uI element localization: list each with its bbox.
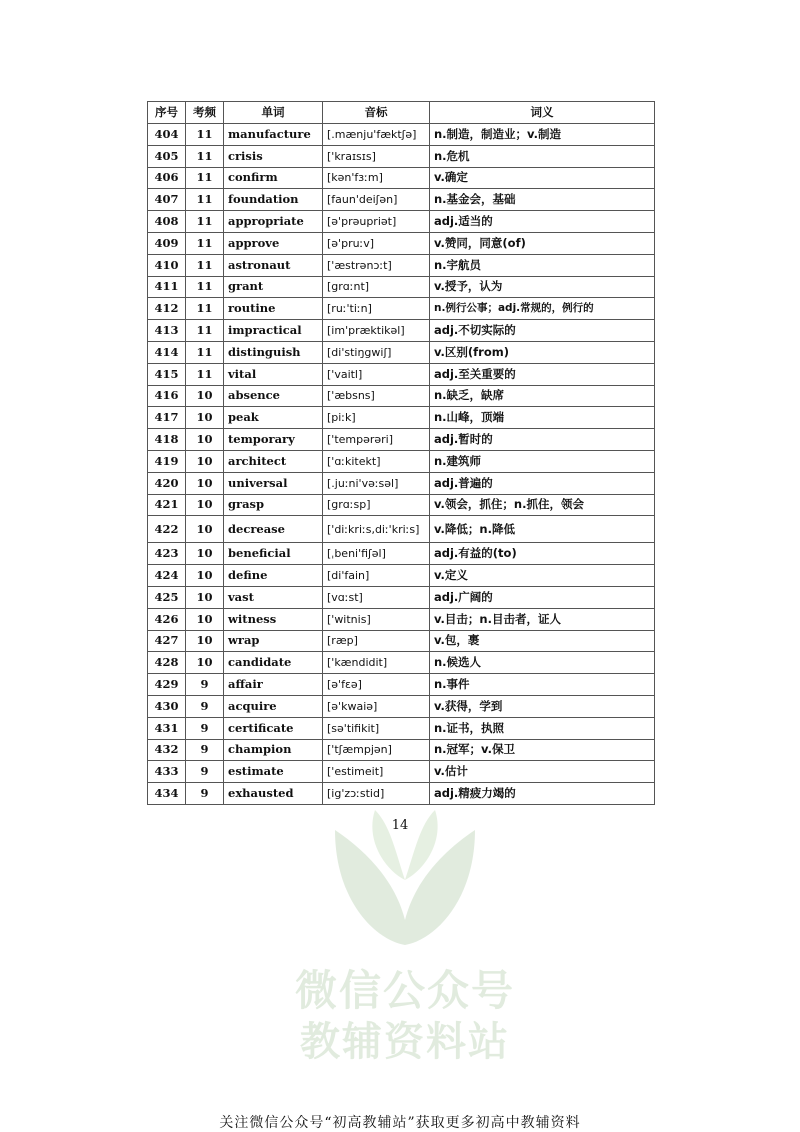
cell-freq: 10 xyxy=(186,608,224,630)
table-row xyxy=(148,717,655,739)
cell-def: adj.适当的 xyxy=(430,211,655,233)
cell-num: 411 xyxy=(148,276,186,298)
cell-num: 413 xyxy=(148,320,186,342)
cell-word: grant xyxy=(224,276,323,298)
cell-ipa: [.juːni'vəːsəl] xyxy=(323,472,430,494)
cell-num: 419 xyxy=(148,450,186,472)
cell-def: v.领会，抓住；n.抓住，领会 xyxy=(430,494,655,516)
table-row xyxy=(148,674,655,696)
cell-word: champion xyxy=(224,739,323,761)
cell-word: distinguish xyxy=(224,341,323,363)
cell-ipa: ['æstrənɔːt] xyxy=(323,254,430,276)
cell-ipa: ['ɑːkitekt] xyxy=(323,450,430,472)
table-row xyxy=(148,298,655,320)
cell-word: confirm xyxy=(224,167,323,189)
cell-word: astronaut xyxy=(224,254,323,276)
cell-ipa: [ə'pruːv] xyxy=(323,232,430,254)
cell-freq: 10 xyxy=(186,652,224,674)
cell-freq: 10 xyxy=(186,472,224,494)
cell-def: adj.至关重要的 xyxy=(430,363,655,385)
cell-word: beneficial xyxy=(224,543,323,565)
cell-freq: 11 xyxy=(186,298,224,320)
cell-word: temporary xyxy=(224,429,323,451)
table-row xyxy=(148,407,655,429)
table-row xyxy=(148,761,655,783)
cell-def: v.目击；n.目击者，证人 xyxy=(430,608,655,630)
cell-num: 424 xyxy=(148,565,186,587)
header-phonetic: 音标 xyxy=(323,102,430,124)
cell-ipa: [ə'fɛə] xyxy=(323,674,430,696)
cell-num: 421 xyxy=(148,494,186,516)
cell-freq: 11 xyxy=(186,232,224,254)
table-row xyxy=(148,516,655,543)
cell-freq: 11 xyxy=(186,211,224,233)
cell-ipa: ['estimeit] xyxy=(323,761,430,783)
cell-freq: 11 xyxy=(186,363,224,385)
cell-def: n.事件 xyxy=(430,674,655,696)
cell-word: affair xyxy=(224,674,323,696)
cell-ipa: [im'præktikəl] xyxy=(323,320,430,342)
cell-num: 434 xyxy=(148,783,186,805)
cell-freq: 11 xyxy=(186,276,224,298)
cell-word: absence xyxy=(224,385,323,407)
cell-word: architect xyxy=(224,450,323,472)
cell-def: v.确定 xyxy=(430,167,655,189)
cell-word: witness xyxy=(224,608,323,630)
cell-freq: 9 xyxy=(186,717,224,739)
cell-freq: 10 xyxy=(186,565,224,587)
cell-ipa: [di'fain] xyxy=(323,565,430,587)
cell-ipa: ['æbsns] xyxy=(323,385,430,407)
cell-def: adj.暂时的 xyxy=(430,429,655,451)
cell-freq: 11 xyxy=(186,254,224,276)
cell-ipa: ['vaitl] xyxy=(323,363,430,385)
cell-freq: 10 xyxy=(186,630,224,652)
cell-def: v.获得，学到 xyxy=(430,695,655,717)
cell-ipa: [vɑːst] xyxy=(323,586,430,608)
cell-freq: 11 xyxy=(186,124,224,146)
table-row xyxy=(148,385,655,407)
table-row xyxy=(148,450,655,472)
cell-freq: 9 xyxy=(186,761,224,783)
cell-freq: 10 xyxy=(186,586,224,608)
header-meaning: 词义 xyxy=(430,102,655,124)
cell-ipa: ['diːkriːs,diː'kriːs] xyxy=(323,516,430,543)
cell-def: v.估计 xyxy=(430,761,655,783)
cell-def: v.定义 xyxy=(430,565,655,587)
cell-num: 416 xyxy=(148,385,186,407)
cell-num: 428 xyxy=(148,652,186,674)
cell-word: decrease xyxy=(224,516,323,543)
cell-ipa: [grɑːnt] xyxy=(323,276,430,298)
cell-def: n.基金会，基础 xyxy=(430,189,655,211)
cell-freq: 9 xyxy=(186,739,224,761)
cell-def: adj.广阔的 xyxy=(430,586,655,608)
cell-freq: 11 xyxy=(186,167,224,189)
cell-def: v.授予，认为 xyxy=(430,276,655,298)
cell-freq: 9 xyxy=(186,695,224,717)
cell-freq: 11 xyxy=(186,189,224,211)
cell-def: adj.精疲力竭的 xyxy=(430,783,655,805)
table-row xyxy=(148,276,655,298)
cell-num: 408 xyxy=(148,211,186,233)
cell-def: v.赞同，同意(of) xyxy=(430,232,655,254)
cell-word: universal xyxy=(224,472,323,494)
cell-ipa: [ræp] xyxy=(323,630,430,652)
table-row xyxy=(148,363,655,385)
cell-num: 433 xyxy=(148,761,186,783)
cell-word: crisis xyxy=(224,145,323,167)
cell-num: 431 xyxy=(148,717,186,739)
cell-num: 414 xyxy=(148,341,186,363)
cell-word: exhausted xyxy=(224,783,323,805)
header-word: 单词 xyxy=(224,102,323,124)
cell-freq: 10 xyxy=(186,543,224,565)
cell-word: estimate xyxy=(224,761,323,783)
cell-word: wrap xyxy=(224,630,323,652)
cell-num: 429 xyxy=(148,674,186,696)
cell-num: 418 xyxy=(148,429,186,451)
watermark-line2: 教辅资料站 xyxy=(300,1019,510,1065)
table-row xyxy=(148,608,655,630)
cell-word: define xyxy=(224,565,323,587)
table-row xyxy=(148,232,655,254)
cell-num: 432 xyxy=(148,739,186,761)
cell-ipa: [di'stiŋgwiʃ] xyxy=(323,341,430,363)
table-row xyxy=(148,124,655,146)
cell-num: 425 xyxy=(148,586,186,608)
cell-num: 409 xyxy=(148,232,186,254)
cell-word: appropriate xyxy=(224,211,323,233)
cell-ipa: [kən'fɜːm] xyxy=(323,167,430,189)
cell-word: manufacture xyxy=(224,124,323,146)
cell-def: adj.不切实际的 xyxy=(430,320,655,342)
cell-num: 427 xyxy=(148,630,186,652)
table-row xyxy=(148,494,655,516)
cell-ipa: ['tʃæmpjən] xyxy=(323,739,430,761)
cell-freq: 11 xyxy=(186,145,224,167)
table-header-row xyxy=(148,102,655,124)
table-row xyxy=(148,739,655,761)
cell-ipa: ['kændidit] xyxy=(323,652,430,674)
header-index: 序号 xyxy=(148,102,186,124)
cell-def: n.冠军；v.保卫 xyxy=(430,739,655,761)
cell-word: acquire xyxy=(224,695,323,717)
cell-word: foundation xyxy=(224,189,323,211)
cell-def: n.候选人 xyxy=(430,652,655,674)
table-row xyxy=(148,320,655,342)
cell-freq: 10 xyxy=(186,494,224,516)
cell-def: n.制造，制造业；v.制造 xyxy=(430,124,655,146)
cell-def: adj.普遍的 xyxy=(430,472,655,494)
cell-word: impractical xyxy=(224,320,323,342)
cell-ipa: ['witnis] xyxy=(323,608,430,630)
cell-freq: 10 xyxy=(186,407,224,429)
cell-ipa: [faun'deiʃən] xyxy=(323,189,430,211)
cell-word: vast xyxy=(224,586,323,608)
cell-freq: 11 xyxy=(186,341,224,363)
cell-word: candidate xyxy=(224,652,323,674)
cell-def: v.包，裹 xyxy=(430,630,655,652)
cell-def: v.区别(from) xyxy=(430,341,655,363)
cell-def: n.山峰，顶端 xyxy=(430,407,655,429)
cell-ipa: [grɑːsp] xyxy=(323,494,430,516)
cell-ipa: [ə'kwaiə] xyxy=(323,695,430,717)
cell-num: 404 xyxy=(148,124,186,146)
cell-word: routine xyxy=(224,298,323,320)
cell-word: peak xyxy=(224,407,323,429)
vocabulary-table xyxy=(147,101,655,805)
cell-num: 407 xyxy=(148,189,186,211)
table-row xyxy=(148,167,655,189)
table-row xyxy=(148,429,655,451)
footer-note: 关注微信公众号“初高教辅站”获取更多初高中教辅资料 xyxy=(219,1115,581,1131)
table-row xyxy=(148,630,655,652)
cell-num: 410 xyxy=(148,254,186,276)
table-row xyxy=(148,341,655,363)
table-row xyxy=(148,189,655,211)
table-row xyxy=(148,145,655,167)
cell-freq: 10 xyxy=(186,385,224,407)
cell-def: n.建筑师 xyxy=(430,450,655,472)
cell-num: 426 xyxy=(148,608,186,630)
cell-num: 423 xyxy=(148,543,186,565)
cell-num: 430 xyxy=(148,695,186,717)
table-row xyxy=(148,254,655,276)
cell-num: 420 xyxy=(148,472,186,494)
cell-ipa: [ig'zɔːstid] xyxy=(323,783,430,805)
cell-ipa: [sə'tifikit] xyxy=(323,717,430,739)
cell-ipa: [ruː'tiːn] xyxy=(323,298,430,320)
table-row xyxy=(148,695,655,717)
cell-word: grasp xyxy=(224,494,323,516)
table-row xyxy=(148,652,655,674)
cell-freq: 10 xyxy=(186,429,224,451)
table-row xyxy=(148,211,655,233)
cell-def: n.危机 xyxy=(430,145,655,167)
cell-word: vital xyxy=(224,363,323,385)
cell-num: 406 xyxy=(148,167,186,189)
cell-ipa: [ˌbeni'fiʃəl] xyxy=(323,543,430,565)
cell-freq: 11 xyxy=(186,320,224,342)
cell-def: n.宇航员 xyxy=(430,254,655,276)
cell-freq: 9 xyxy=(186,783,224,805)
watermark-line1: 微信公众号 xyxy=(294,966,515,1015)
table-row xyxy=(148,565,655,587)
cell-num: 405 xyxy=(148,145,186,167)
cell-ipa: [ə'prəupriət] xyxy=(323,211,430,233)
cell-num: 417 xyxy=(148,407,186,429)
cell-def: v.降低；n.降低 xyxy=(430,516,655,543)
cell-freq: 9 xyxy=(186,674,224,696)
cell-num: 412 xyxy=(148,298,186,320)
table-row xyxy=(148,543,655,565)
cell-ipa: ['kraɪsɪs] xyxy=(323,145,430,167)
cell-def: n.缺乏，缺席 xyxy=(430,385,655,407)
cell-ipa: [piːk] xyxy=(323,407,430,429)
page-number: 14 xyxy=(391,818,409,833)
cell-ipa: [.mænju'fæktʃə] xyxy=(323,124,430,146)
cell-def: adj.有益的(to) xyxy=(430,543,655,565)
cell-freq: 10 xyxy=(186,450,224,472)
cell-num: 422 xyxy=(148,516,186,543)
cell-def: n.证书，执照 xyxy=(430,717,655,739)
cell-freq: 10 xyxy=(186,516,224,543)
cell-ipa: ['tempərəri] xyxy=(323,429,430,451)
cell-word: approve xyxy=(224,232,323,254)
table-row xyxy=(148,472,655,494)
watermark xyxy=(290,800,520,1065)
table-row xyxy=(148,586,655,608)
header-frequency: 考频 xyxy=(186,102,224,124)
cell-def: n.例行公事；adj.常规的，例行的 xyxy=(430,298,655,320)
table-row xyxy=(148,783,655,805)
cell-word: certificate xyxy=(224,717,323,739)
cell-num: 415 xyxy=(148,363,186,385)
